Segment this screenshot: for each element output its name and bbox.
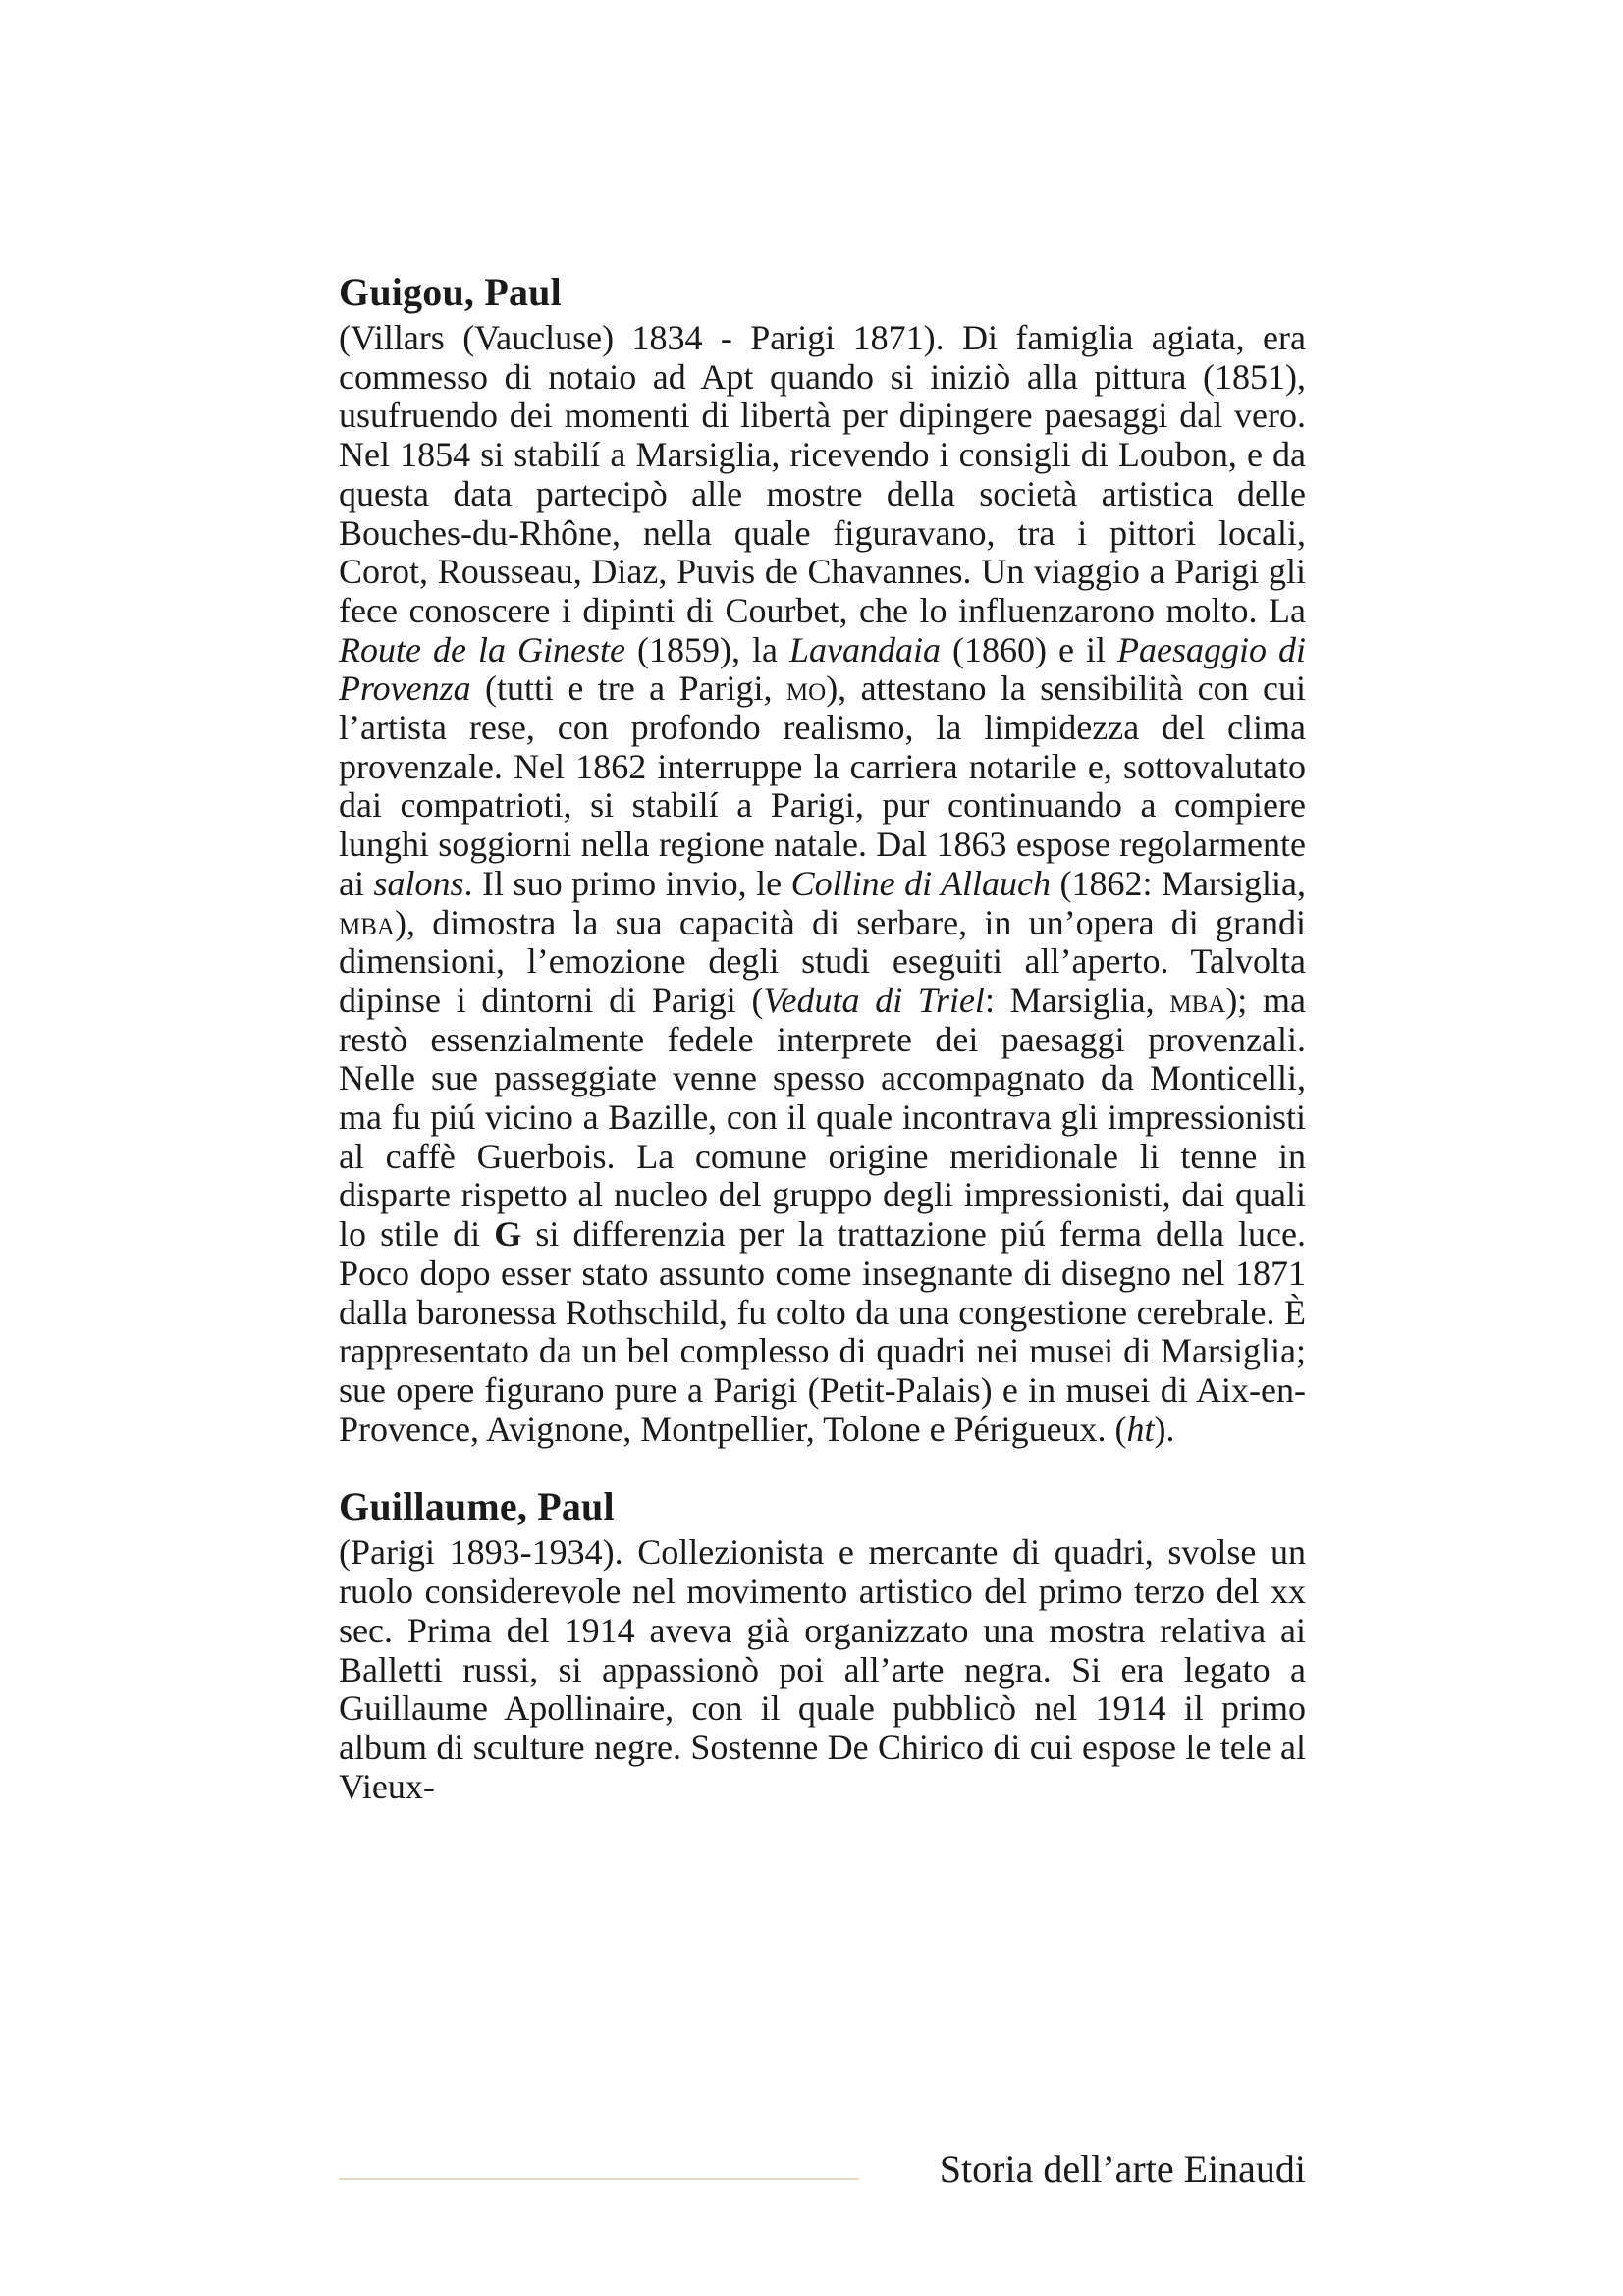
smallcaps-abbrev: mo (785, 668, 827, 709)
body-text: (1859), la (624, 629, 789, 669)
italic-text: Paesaggio di Provenza (339, 629, 1306, 709)
body-text: ), attestano la sensibilità con cui l’artista rese, con profondo realismo, la limpidezza del clima provenzale. Nel 1862 interruppe la carriera notarile e, sottovalutato dai compatrioti, si stabilí a Parigi, pur continuando a compiere lunghi soggiorni nella regione natale. Dal 1863 espose regolarmente ai (339, 668, 1306, 903)
italic-text: Veduta di Triel (763, 980, 985, 1020)
body-text: : Marsiglia, (984, 980, 1170, 1020)
entry-guigou (339, 270, 1306, 1449)
footer-rule (339, 2178, 859, 2180)
bold-text: G (494, 1214, 522, 1255)
footer-publication: Storia dell’arte Einaudi (939, 2147, 1306, 2191)
italic-text: ht (1126, 1409, 1155, 1449)
entry-body (339, 319, 1306, 1449)
body-text: (1860) e il (940, 629, 1117, 669)
italic-text: Colline di Allauch (790, 863, 1051, 903)
italic-text: Route de la Gineste (339, 629, 625, 669)
entry-title: Guillaume, Paul (339, 1484, 615, 1529)
body-text: ), dimostra la sua capacità di serbare, in un’opera di grandi dimensioni, l’emozione degli studi eseguiti all’aperto. Talvolta dipinse i dintorni di Parigi ( (339, 902, 1306, 1020)
body-text: (Parigi 1893-1934). Collezionista e mercante di quadri, svolse un ruolo considerevole nel movimento artistico del primo terzo del xx sec. Prima del 1914 aveva già organizzato una mostra relativa ai Balletti russi, si appassionò poi all’arte negra. Si era legato a Guillaume Apollinaire, con il quale pubblicò nel 1914 il primo album di sculture negre. Sostenne De Chirico di cui espose le tele al Vieux- (339, 1532, 1306, 1806)
body-text: . Il suo primo invio, le (463, 863, 791, 903)
entry-body (339, 1533, 1306, 1806)
body-text: (Villars (Vaucluse) 1834 - Parigi 1871). Di famiglia agiata, era commesso di notaio ad Apt quando si iniziò alla pittura (1851), usufruendo dei momenti di libertà per dipingere paesaggi dal vero. Nel 1854 si stabilí a Marsiglia, ricevendo i consigli di Loubon, e da questa data partecipò alle mostre della società artistica delle Bouches-du-Rhône, nella quale figuravano, tra i pittori locali, Corot, Rousseau, Diaz, Puvis de Chavannes. Un viaggio a Parigi gli fece conoscere i dipinti di Courbet, che lo influenzarono molto. La (339, 318, 1306, 630)
italic-text: salons (373, 863, 464, 903)
body-text: ). (1154, 1409, 1175, 1449)
body-text: si differenzia per la trattazione piú ferma della luce. Poco dopo esser stato assunto come insegnante di disegno nel 1871 dalla baronessa Rothschild, fu colto da una congestione cerebrale. È rappresentato da un bel complesso di quadri nei musei di Marsiglia; sue opere figurano pure a Parigi (Petit-Palais) e in musei di Aix-en-Provence, Avignone, Montpellier, Tolone e Périgueux. ( (339, 1214, 1307, 1449)
smallcaps-abbrev: mba (1169, 980, 1226, 1020)
entry-title: Guigou, Paul (339, 270, 562, 314)
smallcaps-abbrev: mba (339, 902, 395, 942)
page-footer (339, 2140, 1306, 2199)
body-text: (tutti e tre a Parigi, (470, 668, 786, 709)
entry-guillaume (339, 1484, 1306, 1806)
page-content (339, 270, 1306, 1806)
italic-text: Lavandaia (788, 629, 941, 669)
body-text: (1862: Marsiglia, (1050, 863, 1306, 903)
body-text: ); ma restò essenzialmente fedele interprete dei paesaggi provenzali. Nelle sue passeggiate venne spesso accompagnato da Monticelli, ma fu piú vicino a Bazille, con il quale incontrava gli impressionisti al caffè Guerbois. La comune origine meridionale li tenne in disparte rispetto al nucleo del gruppo degli impressionisti, dai quali lo stile di (339, 980, 1306, 1255)
